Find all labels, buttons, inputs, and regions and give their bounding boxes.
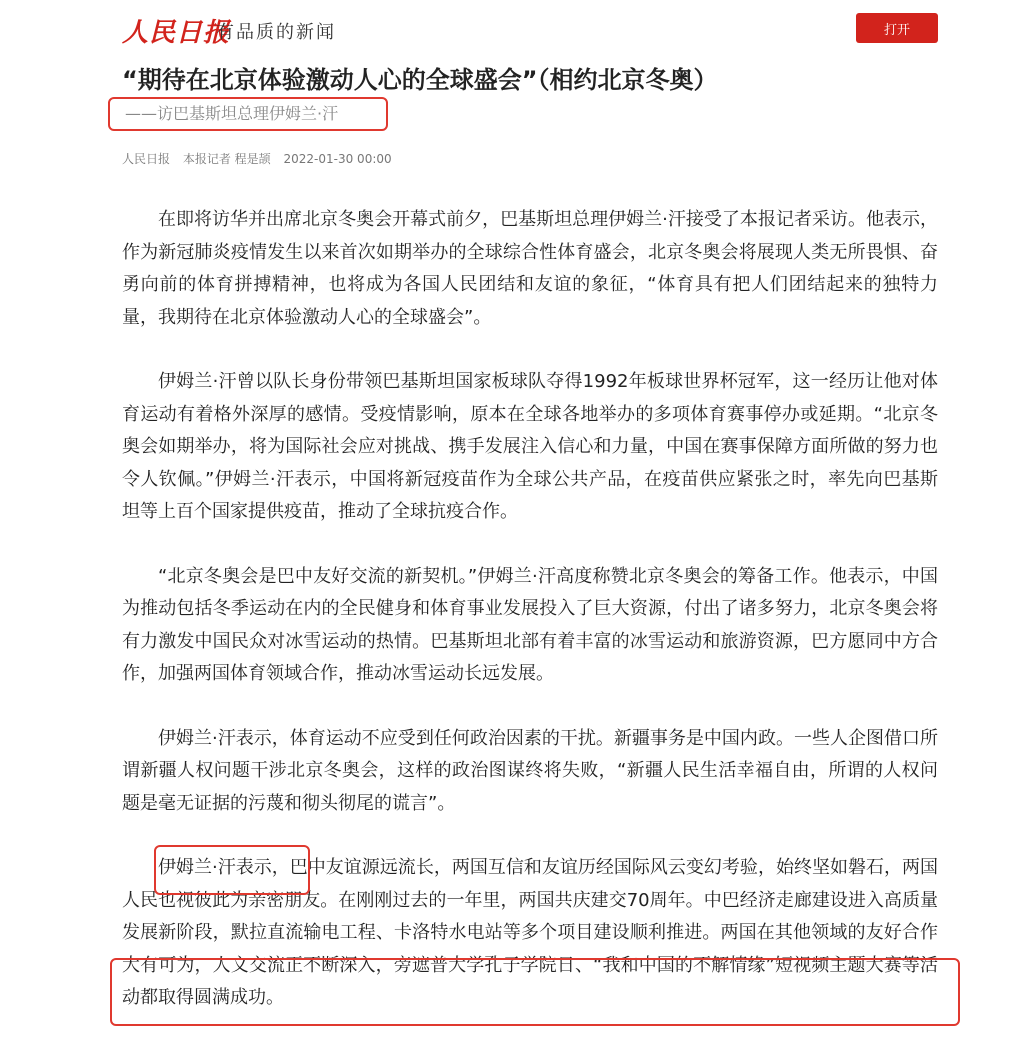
article-source: 人民日报 — [122, 152, 171, 166]
article-paragraph-2: 伊姆兰·汗曾以队长身份带领巴基斯坦国家板球队夺得1992年板球世界杯冠军，这一经历让他对体育运动有着格外深厚的感情。受疫情影响，原本在全球各地举办的多项体育赛事停办或延期。“北京冬奥会如期举办，将为国际社会应对挑战、携手发展注入信心和力量，中国在赛事保障方面所做的努力也令人钦佩。”伊姆兰·汗表示，中国将新冠疫苗作为全球公共产品，在疫苗供应紧张之时，率先向巴基斯坦等上百个国家提供疫苗，推动了全球抗疫合作。 — [122, 371, 938, 522]
article-subtitle: ——访巴基斯坦总理伊姆兰·汗 — [125, 104, 339, 123]
open-app-button[interactable]: 打开 — [856, 13, 938, 43]
article-meta — [122, 150, 401, 168]
article-title: “期待在北京体验激动人心的全球盛会”（相约北京冬奥） — [122, 66, 718, 94]
article-date: 2022-01-30 00:00 — [283, 152, 392, 166]
article-author: 本报记者 程是颉 — [182, 152, 271, 166]
article-paragraph-1: 在即将访华并出席北京冬奥会开幕式前夕，巴基斯坦总理伊姆兰·汗接受了本报记者采访。他表示，作为新冠肺炎疫情发生以来首次如期举办的全球综合性体育盛会，北京冬奥会将展现人类无所畏惧、奋勇向前的体育拼搏精神，也将成为各国人民团结和友谊的象征，“体育具有把人们团结起来的独特力量，我期待在北京体验激动人心的全球盛会”。 — [122, 209, 938, 328]
article-paragraph-3: “北京冬奥会是巴中友好交流的新契机。”伊姆兰·汗高度称赞北京冬奥会的筹备工作。他表示，中国为推动包括冬季运动在内的全民健身和体育事业发展投入了巨大资源，付出了诸多努力，北京冬奥会将有力激发中国民众对冰雪运动的热情。巴基斯坦北部有着丰富的冰雪运动和旅游资源，巴方愿同中方合作，加强两国体育领域合作，推动冰雪运动长远发展。 — [122, 565, 938, 684]
article-paragraph-4: 伊姆兰·汗表示，体育运动不应受到任何政治因素的干扰。新疆事务是中国内政。一些人企图借口所谓新疆人权问题干涉北京冬奥会，这样的政治图谋终将失败，“新疆人民生活幸福自由，所谓的人权问题是毫无证据的污蔑和彻头彻尾的谎言”。 — [122, 727, 938, 814]
top-bar — [0, 0, 1024, 58]
article-paragraph-5: 伊姆兰·汗表示，巴中友谊源远流长，两国互信和友谊历经国际风云变幻考验，始终坚如磐石，两国人民也视彼此为亲密朋友。在刚刚过去的一年里，两国共庆建交70周年。中巴经济走廊建设进入高质量发展新阶段，默拉直流输电工程、卡洛特水电站等多个项目建设顺利推进。两国在其他领域的友好合作大有可为，人文交流正不断深入，旁遮普大学孔子学院日、“我和中国的不解情缘”短视频主题大赛等活动都取得圆满成功。 — [122, 857, 938, 1008]
brand-slogan: 有品质的新闻 — [216, 22, 336, 43]
brand-logo: 人民日报 — [122, 18, 231, 48]
article-body — [122, 204, 938, 1047]
